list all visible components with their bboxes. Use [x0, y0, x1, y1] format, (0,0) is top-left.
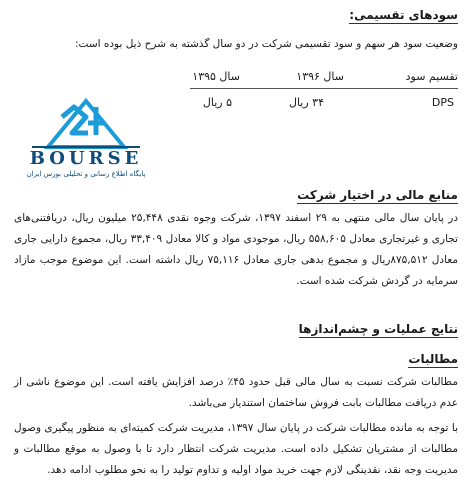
- bourse-logo-word: BOURSE: [29, 148, 143, 169]
- resources-body: در پایان سال مالی منتهی به ۲۹ اسفند ۱۳۹۷، شرکت وجوه نقدی ۲۵,۴۴۸ میلیون ریال، دریافتنی‌های تجاری و غیرتجاری معادل ۵۵۸,۶۰۵ ریال، موجودی مواد و کالا معادل ۳۳,۴۰۹ ریال، مجموع دارایی جاری معادل ۸۷۵,۵۱۲ریال و مجموع بدهی جاری معادل ۷۵,۱۱۶ ریال داشته است. این موضوع موجب مازاد سرمایه در گردش شرکت شده است.: [14, 212, 458, 287]
- receivables-para-1: مطالبات شرکت نسبت به سال مالی قبل حدود ۴۵٪ درصد افزایش یافته است. این موضوع ناشی از عدم دریافت مطالبات بابت فروش ساختمان استندیار می‌باشد.: [14, 376, 458, 409]
- bourse-logo-subtitle: پایگاه اطلاع رسانی و تحلیلی بورس ایران: [26, 170, 146, 178]
- resources-title: منابع مالی در اختیار شرکت: [297, 188, 458, 202]
- receivables-title: مطالبات: [408, 352, 458, 366]
- bourse-logo-mark: [12, 95, 160, 150]
- table-divider: [190, 88, 458, 89]
- results-title: نتایج عملیات و چشم‌اندازها: [298, 322, 458, 336]
- table-year-1396: سال ۱۳۹۶: [296, 70, 344, 83]
- table-val-1395: ۵ ریال: [202, 96, 232, 109]
- table-row-label: DPS: [431, 96, 454, 109]
- receivables-para-2: با توجه به مانده مطالبات شرکت در پایان سال ۱۳۹۷، مدیریت شرکت کمیته‌ای به منظور پیگیری وصول مطالبات از مشتریان تشکیل داده است. مدیریت شرکت انتظار دارد تا با وصول به موقع مطالبات و مدیریت وجه نقد، نقدینگی لازم جهت خرید مواد اولیه و تداوم تولید را به نحو مطلوب ادامه دهد.: [14, 422, 458, 476]
- bourse-logo: [12, 95, 162, 180]
- dividend-title: سودهای تقسیمی:: [349, 8, 458, 22]
- table-col-label: تقسیم سود: [405, 70, 458, 83]
- table-val-1396: ۳۴ ریال: [288, 96, 324, 109]
- dividend-intro: وضعیت سود هر سهم و سود تقسیمی شرکت در دو سال گذشته به شرح ذیل بوده است:: [74, 38, 458, 50]
- table-year-1395: سال ۱۳۹۵: [192, 70, 240, 83]
